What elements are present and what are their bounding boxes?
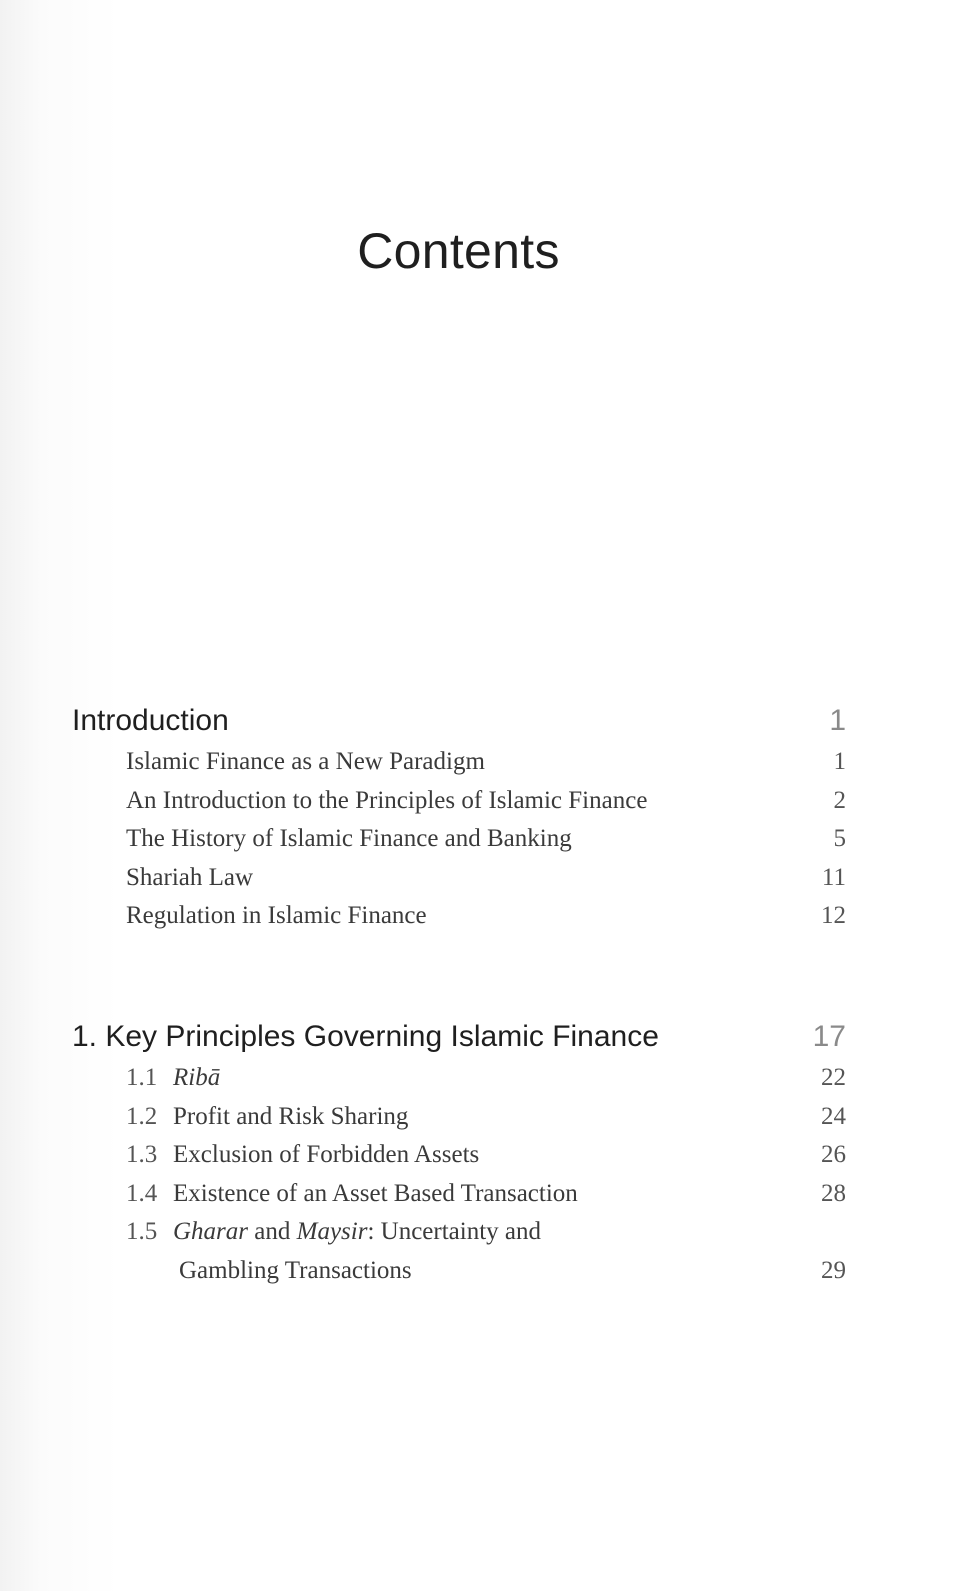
entry-label: An Introduction to the Principles of Islamic Finance bbox=[126, 786, 648, 814]
section-page-number: 1 bbox=[829, 704, 846, 737]
toc-entry bbox=[72, 864, 846, 903]
entry-page-number: 1 bbox=[833, 748, 846, 775]
entry-label-wrap bbox=[126, 1180, 578, 1208]
toc-entry bbox=[72, 1218, 846, 1257]
entry-page-number: 26 bbox=[821, 1141, 846, 1168]
entry-number: 1.5 bbox=[126, 1218, 158, 1245]
section-heading bbox=[72, 704, 846, 748]
toc-entry bbox=[72, 748, 846, 787]
entry-label-wrap bbox=[126, 1218, 541, 1246]
entry-label-maysir: Maysir bbox=[296, 1218, 368, 1245]
entry-label: Islamic Finance as a New Paradigm bbox=[126, 748, 485, 775]
toc-entry bbox=[72, 1064, 846, 1103]
entry-label-wrap bbox=[126, 1141, 479, 1169]
entry-page-number: 5 bbox=[833, 825, 846, 852]
entry-label-continued: Gambling Transactions bbox=[179, 1256, 412, 1284]
section-chapter-1 bbox=[72, 1020, 846, 1295]
toc-entry bbox=[72, 787, 846, 826]
section-title: 1. Key Principles Governing Islamic Finance bbox=[72, 1020, 659, 1053]
entry-label-and: and bbox=[248, 1218, 297, 1245]
toc-entry bbox=[72, 1103, 846, 1142]
toc-entry bbox=[72, 1141, 846, 1180]
entry-label-wrap bbox=[126, 1103, 408, 1131]
entry-number: 1.3 bbox=[126, 1141, 158, 1168]
entry-label: The History of Islamic Finance and Banking bbox=[126, 825, 572, 852]
entry-label: Regulation in Islamic Finance bbox=[126, 902, 427, 929]
entry-page-number: 22 bbox=[821, 1064, 846, 1091]
section-heading bbox=[72, 1020, 846, 1064]
page-title: Contents bbox=[357, 223, 560, 279]
entry-page-number: 29 bbox=[821, 1256, 846, 1284]
entry-label: Shariah Law bbox=[126, 863, 254, 891]
entry-label: Exclusion of Forbidden Assets bbox=[173, 1141, 480, 1168]
section-page-number: 17 bbox=[812, 1020, 846, 1053]
entry-label-rest: : Uncertainty and bbox=[367, 1218, 542, 1245]
section-introduction bbox=[72, 704, 846, 941]
entry-page-number: 2 bbox=[833, 786, 846, 814]
entry-label-gharar: Gharar bbox=[173, 1218, 249, 1245]
toc-entry bbox=[72, 1180, 846, 1219]
entry-label-wrap bbox=[126, 1064, 220, 1092]
toc-entry-continuation bbox=[72, 1257, 846, 1296]
entry-label: Profit and Risk Sharing bbox=[173, 1102, 409, 1130]
entry-number: 1.2 bbox=[126, 1102, 158, 1130]
entry-page-number: 24 bbox=[821, 1102, 846, 1130]
entry-page-number: 11 bbox=[821, 863, 846, 891]
entry-page-number: 12 bbox=[821, 902, 846, 929]
entry-label: Ribā bbox=[173, 1064, 221, 1091]
entry-page-number: 28 bbox=[821, 1179, 846, 1207]
entry-number: 1.4 bbox=[126, 1179, 158, 1207]
entry-number: 1.1 bbox=[126, 1064, 158, 1091]
toc-entry bbox=[72, 902, 846, 941]
toc-entry bbox=[72, 825, 846, 864]
section-title: Introduction bbox=[72, 704, 229, 737]
entry-label: Existence of an Asset Based Transaction bbox=[173, 1179, 578, 1207]
